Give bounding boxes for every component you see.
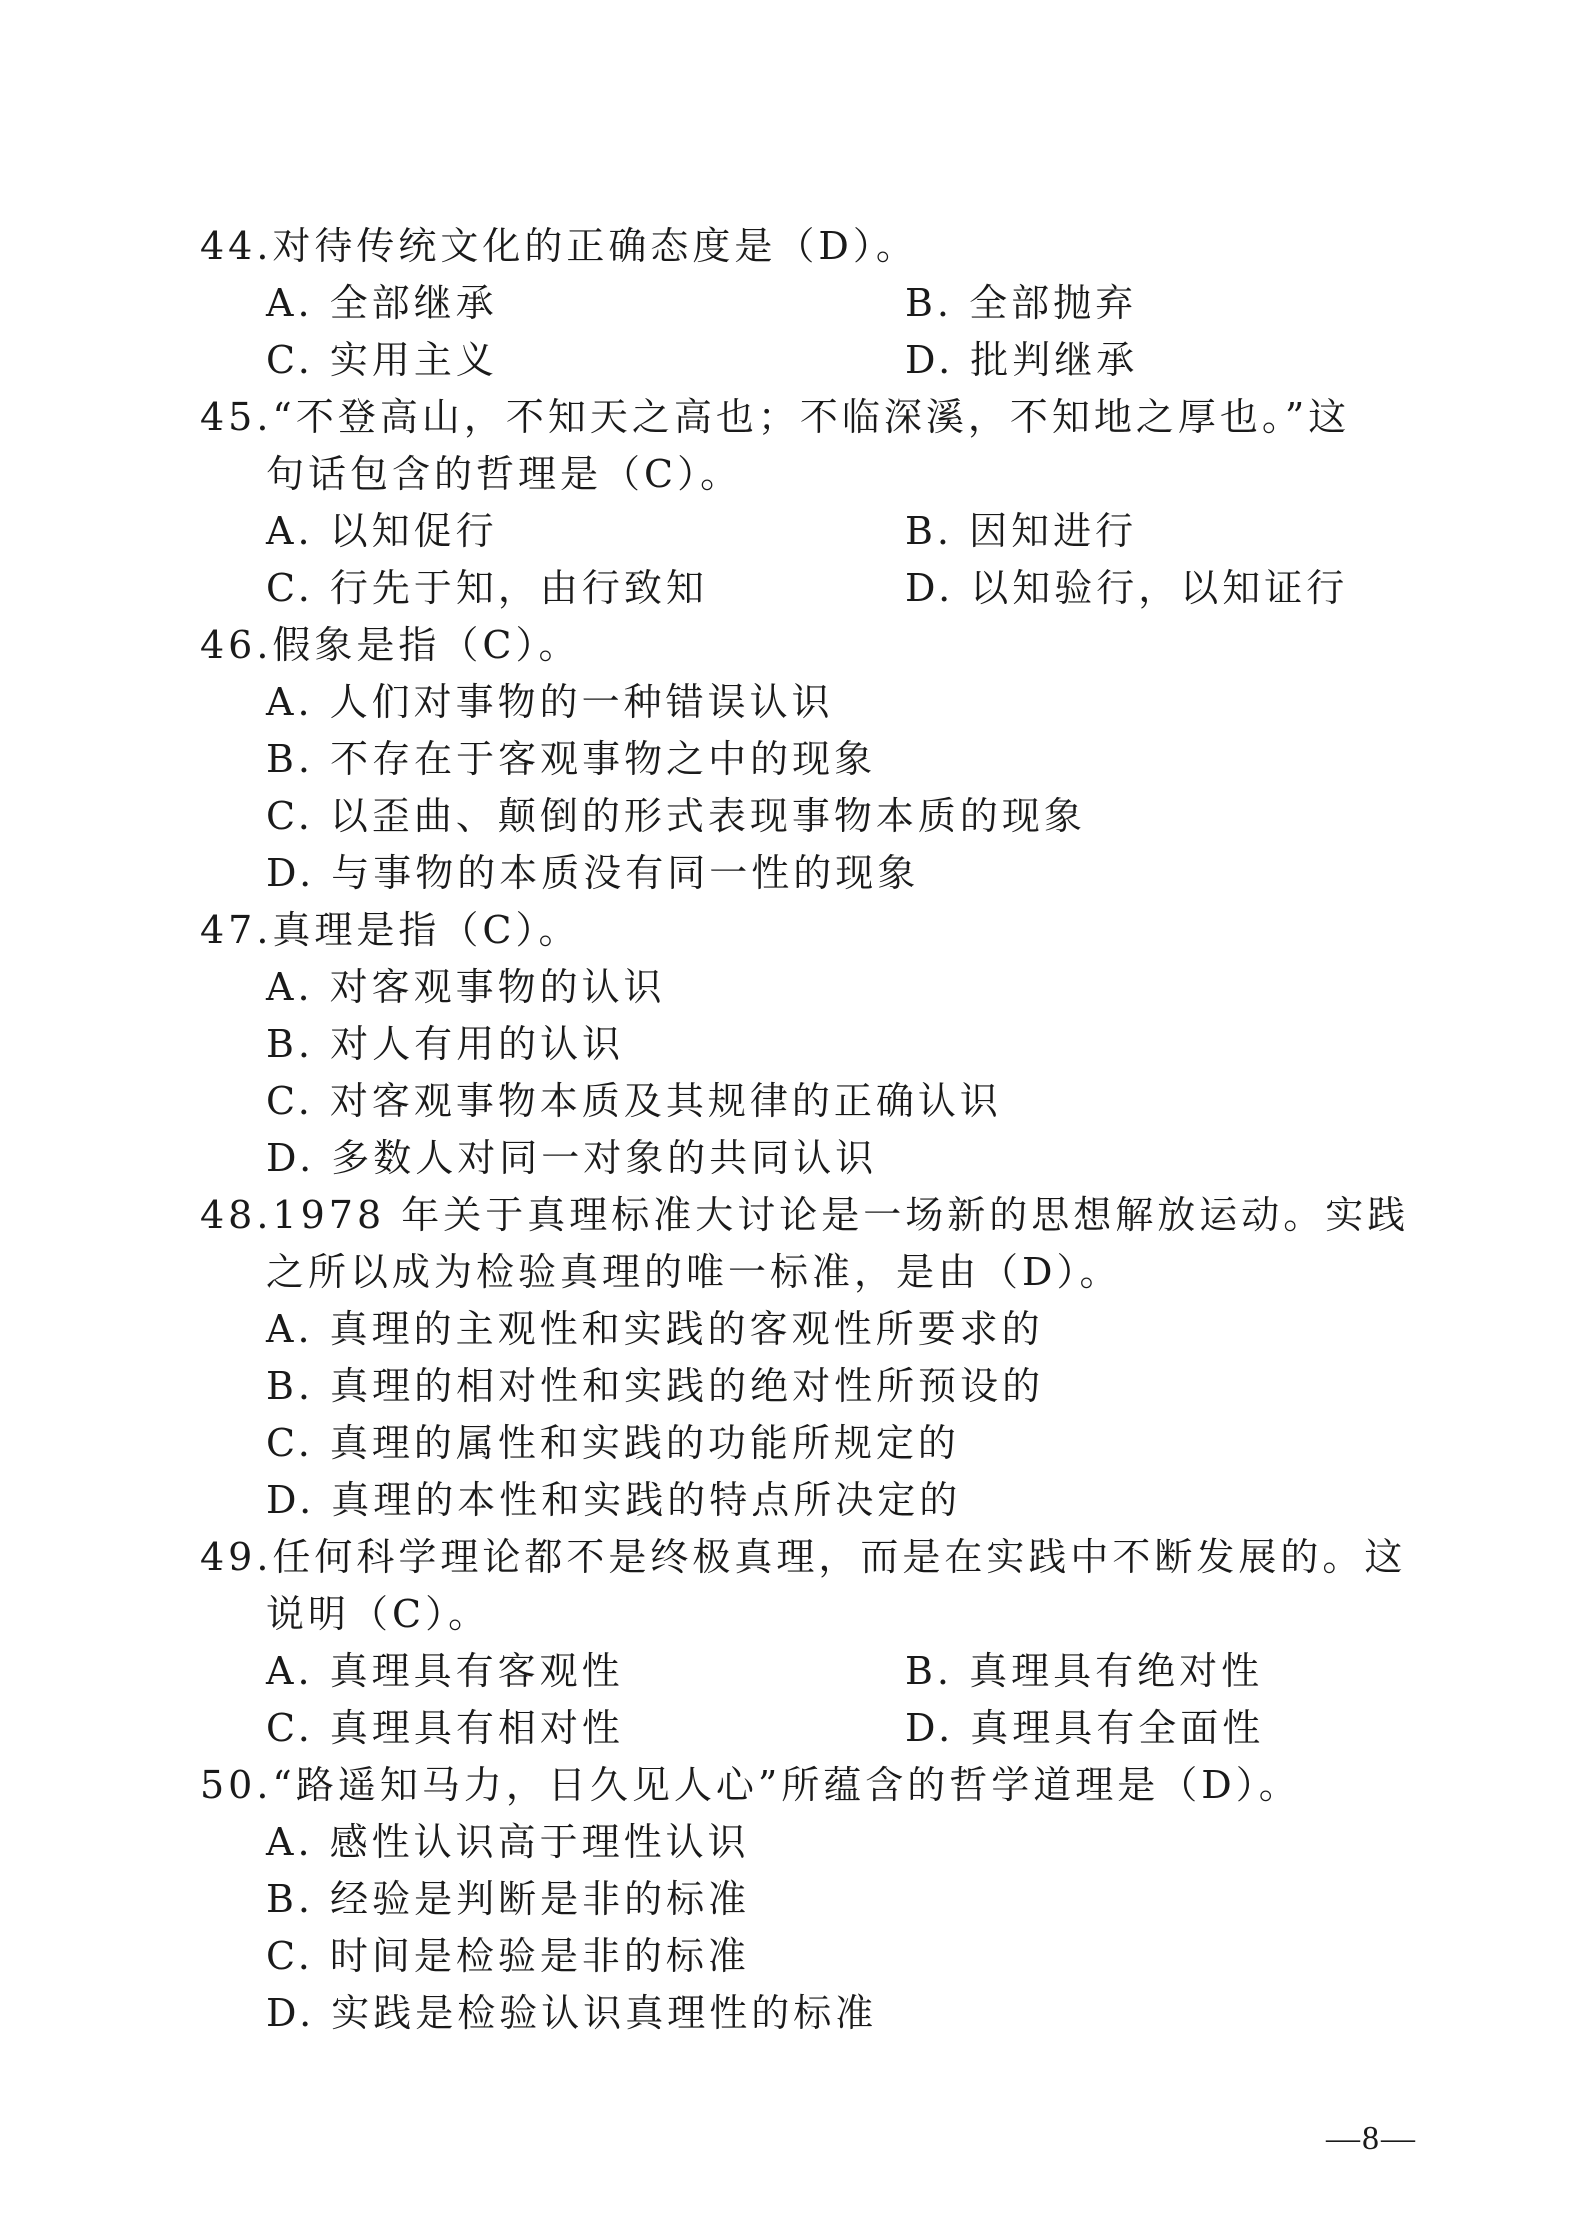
question-block — [0, 389, 1584, 617]
option-row — [0, 332, 1584, 389]
answer-option: C. 真理具有相对性 — [266, 1706, 624, 1750]
option-row — [0, 1301, 1584, 1358]
question-stem: 49.任何科学理论都不是终极真理，而是在实践中不断发展的。这 — [200, 1535, 1407, 1579]
answer-option: C. 真理的属性和实践的功能所规定的 — [266, 1421, 960, 1465]
question-block — [0, 218, 1584, 389]
question-stem: 50.“路遥知马力，日久见人心”所蕴含的哲学道理是（D）。 — [200, 1763, 1301, 1807]
answer-option: B. 经验是判断是非的标准 — [266, 1877, 751, 1921]
option-row — [0, 1928, 1584, 1985]
answer-option: A. 真理的主观性和实践的客观性所要求的 — [266, 1307, 1044, 1351]
question-block — [0, 1757, 1584, 2042]
answer-option: B. 全部抛弃 — [905, 281, 1138, 325]
answer-option: B. 真理的相对性和实践的绝对性所预设的 — [266, 1364, 1045, 1408]
question-stem-continuation: 说明（C）。 — [266, 1592, 491, 1636]
option-row — [0, 503, 1584, 560]
answer-option: B. 对人有用的认识 — [266, 1022, 625, 1066]
option-row — [0, 1073, 1584, 1130]
answer-option: D. 实践是检验认识真理性的标准 — [266, 1991, 878, 2035]
answer-option: C. 行先于知，由行致知 — [266, 566, 708, 610]
question-stem-continuation: 之所以成为检验真理的唯一标准，是由（D）。 — [266, 1250, 1122, 1294]
option-row — [0, 959, 1584, 1016]
question-stem: 45.“不登高山，不知天之高也；不临深溪，不知地之厚也。”这 — [200, 395, 1351, 439]
answer-option: C. 实用主义 — [266, 338, 498, 382]
question-stem-continuation: 句话包含的哲理是（C）。 — [266, 452, 743, 496]
question-stem: 44.对待传统文化的正确态度是（D）。 — [200, 224, 918, 268]
question-block — [0, 1529, 1584, 1757]
answer-option: C. 对客观事物本质及其规律的正确认识 — [266, 1079, 1002, 1123]
option-row — [0, 1016, 1584, 1073]
answer-option: A. 全部继承 — [266, 281, 498, 325]
answer-option: A. 以知促行 — [266, 509, 498, 553]
option-row — [0, 1700, 1584, 1757]
option-row — [0, 275, 1584, 332]
answer-option: D. 批判继承 — [905, 338, 1139, 382]
question-block — [0, 902, 1584, 1187]
answer-option: D. 与事物的本质没有同一性的现象 — [266, 851, 920, 895]
option-row — [0, 1643, 1584, 1700]
answer-option: A. 人们对事物的一种错误认识 — [266, 680, 834, 724]
answer-option: C. 以歪曲、颠倒的形式表现事物本质的现象 — [266, 794, 1086, 838]
answer-option: B. 不存在于客观事物之中的现象 — [266, 737, 877, 781]
option-row — [0, 1985, 1584, 2042]
answer-option: D. 多数人对同一对象的共同认识 — [266, 1136, 878, 1180]
option-row — [0, 1415, 1584, 1472]
answer-option: B. 因知进行 — [905, 509, 1138, 553]
option-row — [0, 845, 1584, 902]
answer-option: C. 时间是检验是非的标准 — [266, 1934, 750, 1978]
option-row — [0, 1871, 1584, 1928]
question-stem: 46.假象是指（C）。 — [200, 623, 581, 667]
option-row — [0, 731, 1584, 788]
option-row — [0, 1472, 1584, 1529]
question-stem: 47.真理是指（C）。 — [200, 908, 581, 952]
page-number: —8— — [1326, 2120, 1417, 2157]
answer-option: A. 感性认识高于理性认识 — [266, 1820, 750, 1864]
answer-option: A. 真理具有客观性 — [266, 1649, 624, 1693]
option-row — [0, 1358, 1584, 1415]
question-stem: 48.1978 年关于真理标准大讨论是一场新的思想解放运动。实践 — [200, 1193, 1410, 1237]
answer-option: D. 真理的本性和实践的特点所决定的 — [266, 1478, 962, 1522]
option-row — [0, 1814, 1584, 1871]
option-row — [0, 674, 1584, 731]
answer-option: B. 真理具有绝对性 — [905, 1649, 1264, 1693]
question-list — [0, 218, 1584, 2042]
answer-option: A. 对客观事物的认识 — [266, 965, 666, 1009]
answer-option: D. 以知验行，以知证行 — [905, 566, 1349, 610]
option-row — [0, 560, 1584, 617]
option-row — [0, 788, 1584, 845]
question-block — [0, 1187, 1584, 1529]
answer-option: D. 真理具有全面性 — [905, 1706, 1265, 1750]
question-block — [0, 617, 1584, 902]
option-row — [0, 1130, 1584, 1187]
